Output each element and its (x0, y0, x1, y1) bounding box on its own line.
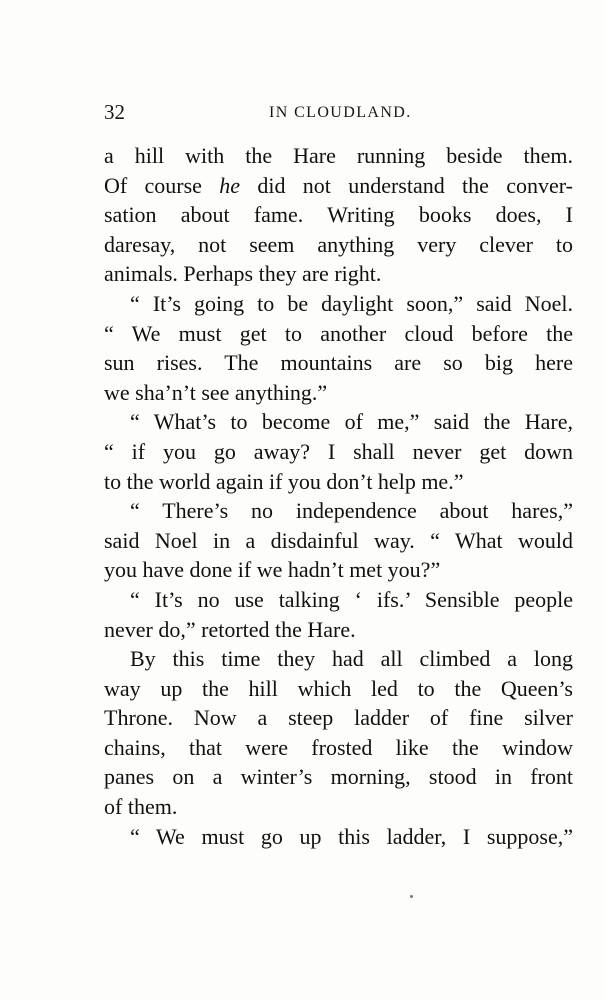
text-line: way up the hill which led to the Queen’s (104, 675, 573, 701)
text-line: sun rises. The mountains are so big here (104, 350, 573, 376)
text-line: panes on a winter’s morning, stood in front (104, 764, 573, 790)
text-line: you have done if we hadn’t met you?” (104, 557, 441, 583)
text-line: “ We must get to another cloud before the (104, 320, 573, 346)
text-line: By this time they had all climbed a long (130, 646, 573, 672)
text-line: Of course he did not understand the conver- (104, 172, 573, 198)
body-text (104, 141, 573, 851)
text-line: “ What’s to become of me,” said the Hare, (130, 409, 573, 435)
text-line: “ It’s no use talking ‘ ifs.’ Sensible people (130, 586, 573, 612)
print-speck (410, 895, 413, 898)
text-line: of them. (104, 794, 178, 820)
text-line: “ There’s no independence about hares,” (130, 498, 573, 524)
text-line: sation about fame. Writing books does, I (104, 202, 573, 228)
text-line: “ if you go away? I shall never get down (104, 438, 573, 464)
text-line: to the world again if you don’t help me.” (104, 468, 464, 494)
text-line: daresay, not seem anything very clever to (104, 231, 573, 257)
running-head (104, 98, 532, 126)
text-line: a hill with the Hare running beside them. (104, 143, 573, 168)
text-line: chains, that were frosted like the window (104, 734, 573, 760)
emphasis: he (219, 172, 241, 198)
text-line: Throne. Now a steep ladder of fine silver (104, 705, 573, 731)
text-line: animals. Perhaps they are right. (104, 261, 382, 287)
page-number: 32 (104, 100, 125, 124)
text-line: “ It’s going to be daylight soon,” said Noel. (130, 290, 573, 316)
text-line: said Noel in a disdainful way. “ What would (104, 527, 573, 553)
text-line: we sha’n’t see anything.” (104, 379, 328, 405)
text-line: “ We must go up this ladder, I suppose,” (130, 823, 573, 849)
running-title: IN CLOUDLAND. (269, 104, 412, 121)
text-line: never do,” retorted the Hare. (104, 616, 356, 642)
